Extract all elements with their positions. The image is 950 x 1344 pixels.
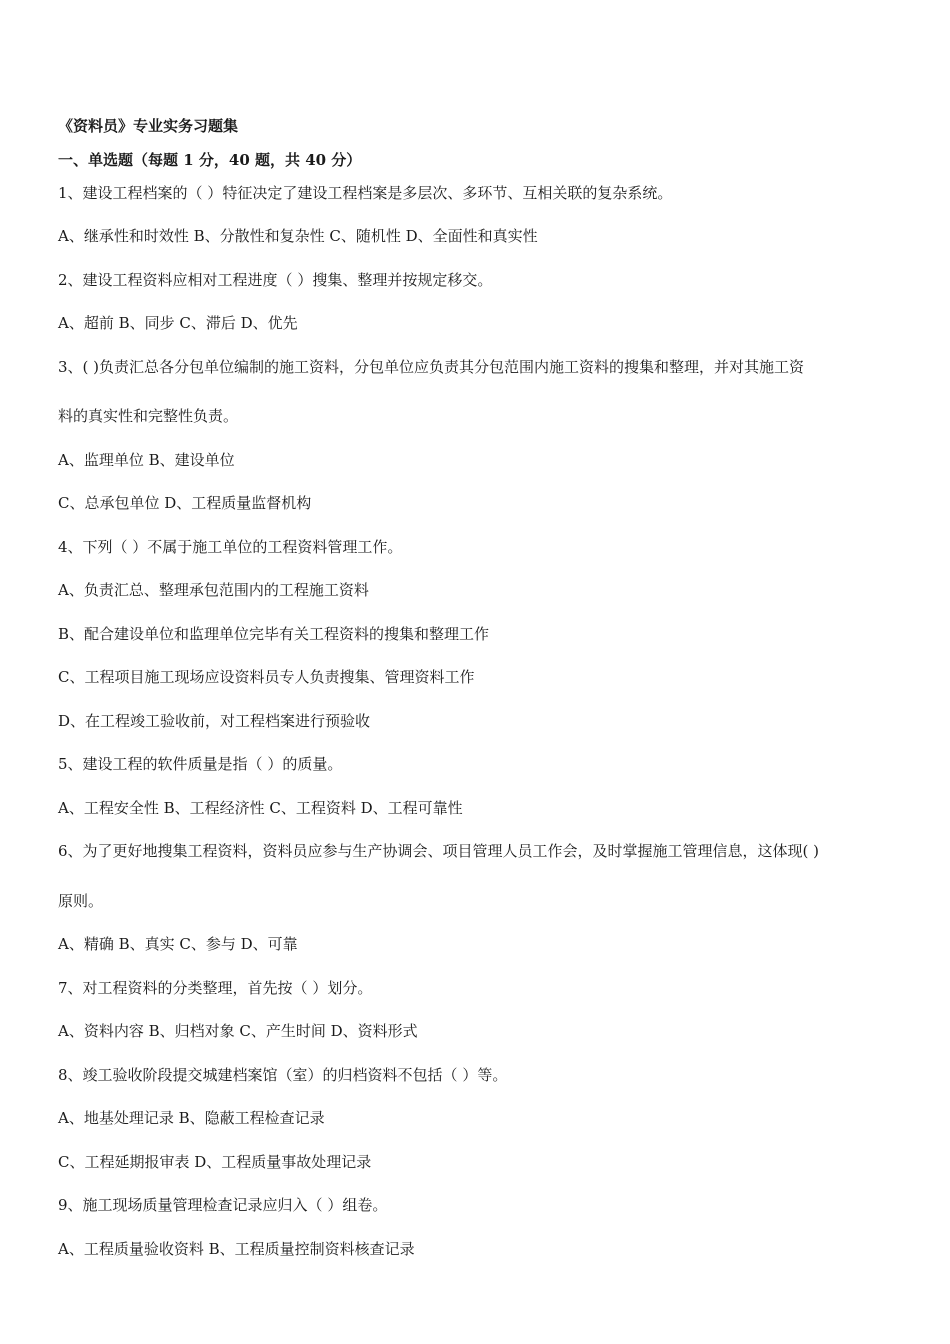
question-4-option-b: B、配合建设单位和监理单位完毕有关工程资料的搜集和整理工作 [58,625,490,643]
question-3-options-cd: C、总承包单位 D、工程质量监督机构 [58,494,312,512]
question-9-options: A、工程质量验收资料 B、工程质量控制资料核查记录 [58,1240,415,1258]
document-title: 《资料员》专业实务习题集 [58,117,239,135]
question-1-stem: 1、建设工程档案的（ ）特征决定了建设工程档案是多层次、多环节、互相关联的复杂系统。 [58,184,673,202]
question-6-stem-continued: 原则。 [58,892,104,910]
question-2-options: A、超前 B、同步 C、滞后 D、优先 [58,314,298,332]
question-4-option-c: C、工程项目施工现场应设资料员专人负责搜集、管理资料工作 [58,668,475,686]
question-5-stem: 5、建设工程的软件质量是指（ ）的质量。 [58,755,343,773]
question-6-options: A、精确 B、真实 C、参与 D、可靠 [58,935,298,953]
question-2-stem: 2、建设工程资料应相对工程进度（ ）搜集、整理并按规定移交。 [58,271,493,289]
question-3-options-ab: A、监理单位 B、建设单位 [58,451,235,469]
question-3-stem: 3、( )负责汇总各分包单位编制的施工资料，分包单位应负责其分包范围内施工资料的搜集和整理，并对其施工资 [58,358,805,376]
question-9-stem: 9、施工现场质量管理检查记录应归入（ ）组卷。 [58,1196,388,1214]
question-8-options-cd: C、工程延期报审表 D、工程质量事故处理记录 [58,1153,372,1171]
question-5-options: A、工程安全性 B、工程经济性 C、工程资料 D、工程可靠性 [58,799,463,817]
question-4-stem: 4、下列（ ）不属于施工单位的工程资料管理工作。 [58,538,403,556]
question-6-stem: 6、为了更好地搜集工程资料，资料员应参与生产协调会、项目管理人员工作会，及时掌握施工管理信息，这体现( ) [58,842,820,860]
question-1-options: A、继承性和时效性 B、分散性和复杂性 C、随机性 D、全面性和真实性 [58,227,538,245]
question-8-options-ab: A、地基处理记录 B、隐蔽工程检查记录 [58,1109,325,1127]
section-heading: 一、单选题（每题 1 分，40 题，共 40 分） [58,151,362,169]
question-7-stem: 7、对工程资料的分类整理，首先按（ ）划分。 [58,979,373,997]
question-3-stem-continued: 料的真实性和完整性负责。 [58,407,239,425]
question-8-stem: 8、竣工验收阶段提交城建档案馆（室）的归档资料不包括（ ）等。 [58,1066,508,1084]
question-4-option-d: D、在工程竣工验收前，对工程档案进行预验收 [58,712,371,730]
question-7-options: A、资料内容 B、归档对象 C、产生时间 D、资料形式 [58,1022,418,1040]
question-4-option-a: A、负责汇总、整理承包范围内的工程施工资料 [58,581,369,599]
